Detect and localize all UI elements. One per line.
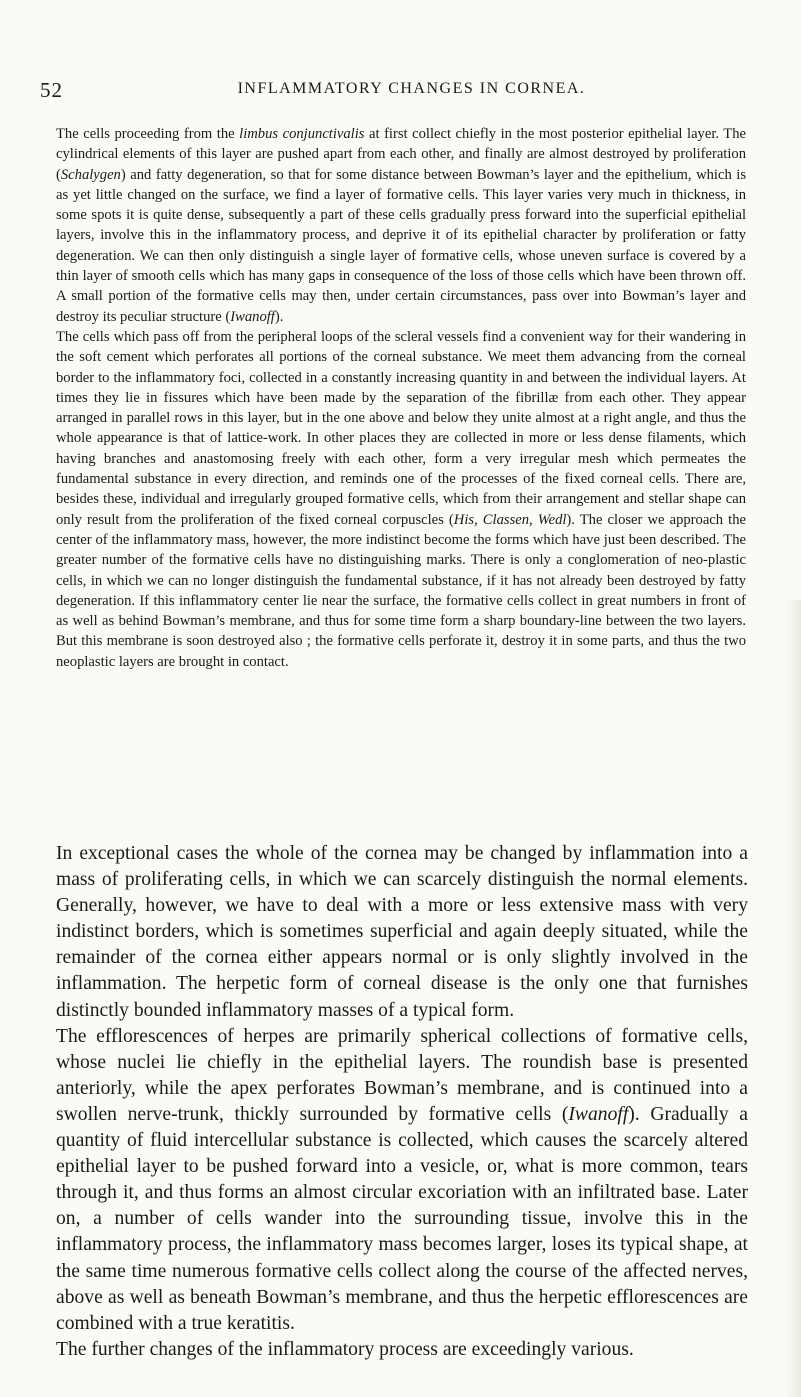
paragraph-further-changes (56, 1337, 748, 1363)
italic-citation: Iwanoff (230, 308, 275, 325)
text-run: ) and fatty degeneration, so that for some distance between Bowman’s layer and the epithelium, which is as yet little changed on the surface, we find a layer of formative cells. This layer varies very much in thickness, in some spots it is quite dense, subsequently a part of these cells gradually press forward into the superficial epithelial layers, involve this in the inflammatory process, and deprive it of its epithelial character by proliferation or fatty degeneration. We can then only distinguish a single layer of formative cells, whose uneven surface is covered by a thin layer of smooth cells which has many gaps in consequence of the loss of those cells which have been thrown off. A small portion of the formative cells may then, under certain circumstances, pass over into Bowman’s layer and destroy its peculiar structure ( (56, 166, 746, 325)
small-print-section (56, 124, 746, 672)
text-run: ). Gradually a quantity of fluid intercellular substance is collected, which causes the scarcely altered epithelial layer to be pushed forward into a vesicle, or, what is more common, tears through it, and thus forms an almost circular excoriation with an infiltrated base. Later on, a number of cells wander into the surrounding tissue, involve this in the inflammatory process, the inflammatory mass becomes larger, loses its typical shape, at the same time numerous formative cells collect along the course of the affected nerves, above as well as beneath Bowman’s membrane, and thus the herpetic efflorescences are combined with a true keratitis. (56, 1103, 748, 1334)
page-number: 52 (40, 78, 63, 102)
text-run: The cells which pass off from the peripheral loops of the scleral vessels find a convenient way for their wandering in the soft cement which perforates all portions of the corneal substance. We meet them advancing from the corneal border to the inflammatory foci, collected in a constantly increasing quantity in and between the individual layers. At times they lie in fissures which have been made by the separation of the fibrillæ from each other. They appear arranged in parallel rows in this layer, but in the one above and below they unite almost at a right angle, and thus the whole appearance is that of lattice-work. In other places they are collected in more or less dense filaments, which having branches and anastomosing freely with each other, form a very irregular mesh which permeates the fundamental substance in every direction, and reminds one of the processes of the fixed corneal cells. There are, besides these, individual and irregularly grouped formative cells, which from their arrangement and stellar shape can only result from the proliferation of the fixed corneal corpuscles ( (56, 328, 746, 528)
text-run: ). (274, 308, 284, 325)
italic-citation: His, Classen, Wedl (453, 511, 567, 528)
text-run: at first collect chiefly in the most posterior epithelial layer. The cylindrical elements of this layer are pushed apart from each other, and finally are almost destroyed by proliferation ( (56, 126, 746, 183)
text-run: In exceptional cases the whole of the cornea may be changed by inflammation into a mass of proliferating cells, in which we can scarcely distinguish the normal elements. Generally, however, we have to deal with a more or less extensive mass with very indistinct borders, which is sometimes superficial and again deeply situated, while the remainder of the cornea either appears normal or is only slightly involved in the inflammation. The herpetic form of corneal disease is the only one that furnishes distinctly bounded inflammatory masses of a typical form. (56, 843, 748, 1021)
italic-citation: Schalygen (60, 166, 121, 183)
text-run: The further changes of the inflammatory process are exceedingly various. (56, 1338, 634, 1360)
large-print-section (56, 841, 748, 1363)
text-run: The cells proceeding from the (56, 126, 240, 142)
running-title: INFLAMMATORY CHANGES IN CORNEA. (237, 80, 586, 97)
text-run: ). The closer we approach the center of the inflammatory mass, however, the more indistinct become the forms which have just been described. The greater number of the formative cells have no distinguishing marks. There is only a conglomeration of neo-plastic cells, in which we can no longer distinguish the fundamental substance, if it has not already been destroyed by fatty degeneration. If this inflammatory center lie near the surface, the formative cells collect in great numbers in front of as well as behind Bowman’s membrane, and thus for some time form a sharp boundary-line between the two layers. But this membrane is soon destroyed also ; the formative cells perforate it, destroy it in some parts, and thus the two neoplastic layers are brought in contact. (56, 511, 746, 670)
paragraph-herpes (56, 1024, 748, 1337)
italic-citation: Iwanoff (568, 1103, 629, 1125)
paragraph-exceptional-cases (56, 841, 748, 1024)
paragraph-scleral-cells (56, 327, 746, 672)
text-run: The efflorescences of herpes are primarily spherical collections of formative cells, whose nuclei lie chiefly in the epithelial layers. The roundish base is presented anteriorly, while the apex perforates Bowman’s membrane, and is continued into a swollen nerve-trunk, thickly surrounded by formative cells ( (56, 1025, 748, 1125)
page-edge-shadow (787, 600, 801, 1397)
paragraph-limbus (56, 124, 746, 327)
italic-term: limbus conjunctivalis (239, 126, 365, 142)
